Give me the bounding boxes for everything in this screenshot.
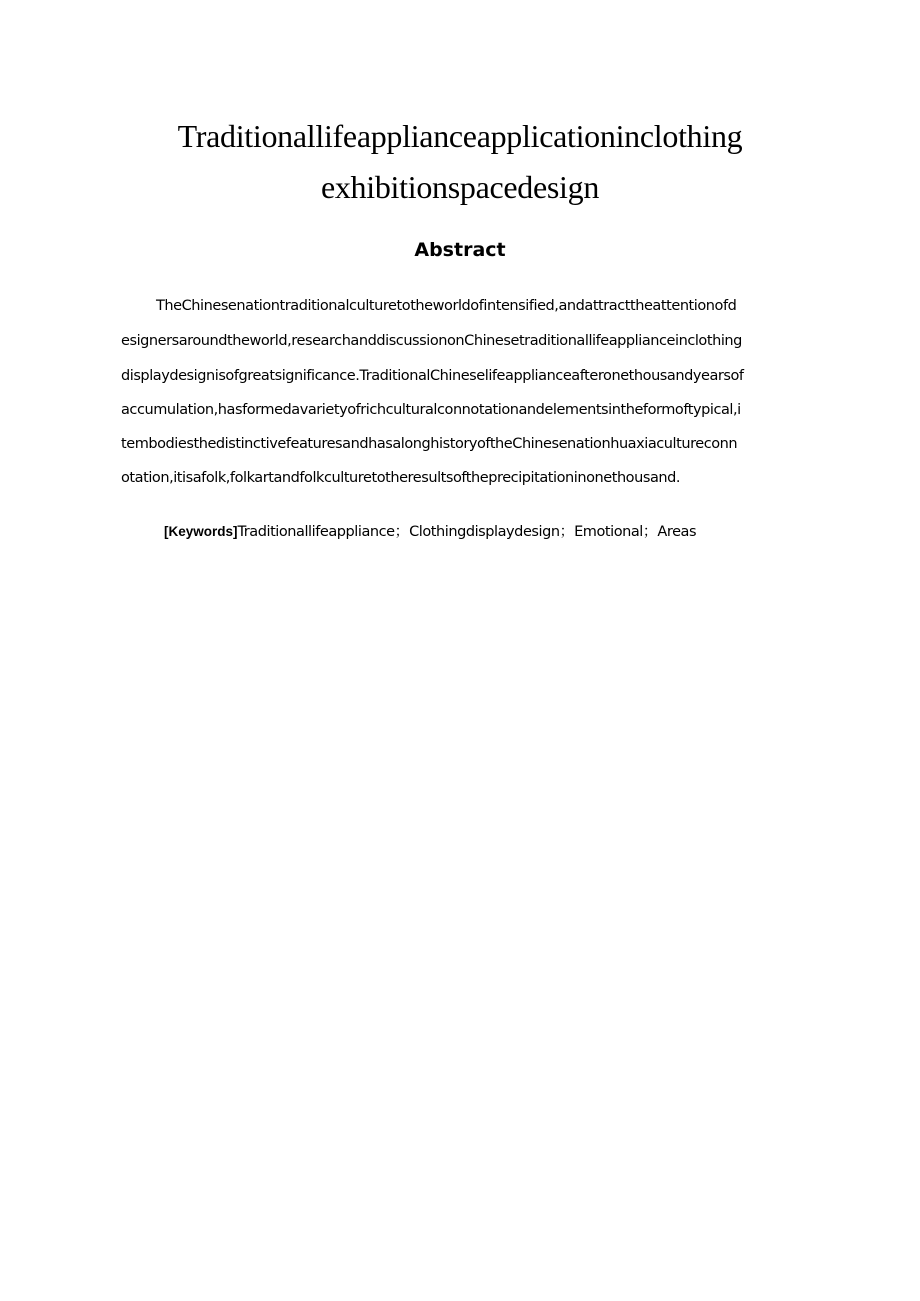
abstract-line-2: esignersaroundtheworld,researchanddiscussiononChinesetraditionallifeapplianceinclothing [121,333,742,349]
keyword-item: Areas [657,524,697,540]
title-line-2: exhibitionspacedesign [320,169,600,205]
keyword-separator: ； [642,524,658,540]
keyword-item: Traditionallifeappliance [237,524,395,540]
keyword-separator: ； [394,524,410,540]
keywords-line [164,522,696,542]
keyword-separator: ； [559,524,575,540]
abstract-heading: Abstract [414,239,506,261]
abstract-line-5: tembodiesthedistinctivefeaturesandhasalonghistoryoftheChinesenationhuaxiacultureconn [121,436,738,452]
abstract-line-3: displaydesignisofgreatsignificance.TraditionalChineselifeapplianceafteronethousandyearsof [121,368,744,384]
keyword-item: Clothingdisplaydesign [409,524,560,540]
abstract-line-1: TheChinesenationtraditionalculturetotheworldofintensified,andattracttheattentionofd [156,298,737,314]
abstract-line-6: otation,itisafolk,folkartandfolkculturetotheresultsoftheprecipitationinonethousand. [121,470,681,486]
title-line-1: Traditionallifeapplianceapplicationinclothing [177,118,743,154]
keywords-label: [Keywords] [164,524,238,539]
abstract-line-4: accumulation,hasformedavarietyofrichculturalconnotationandelementsintheformoftypical,i [121,402,741,418]
keyword-item: Emotional [574,524,643,540]
